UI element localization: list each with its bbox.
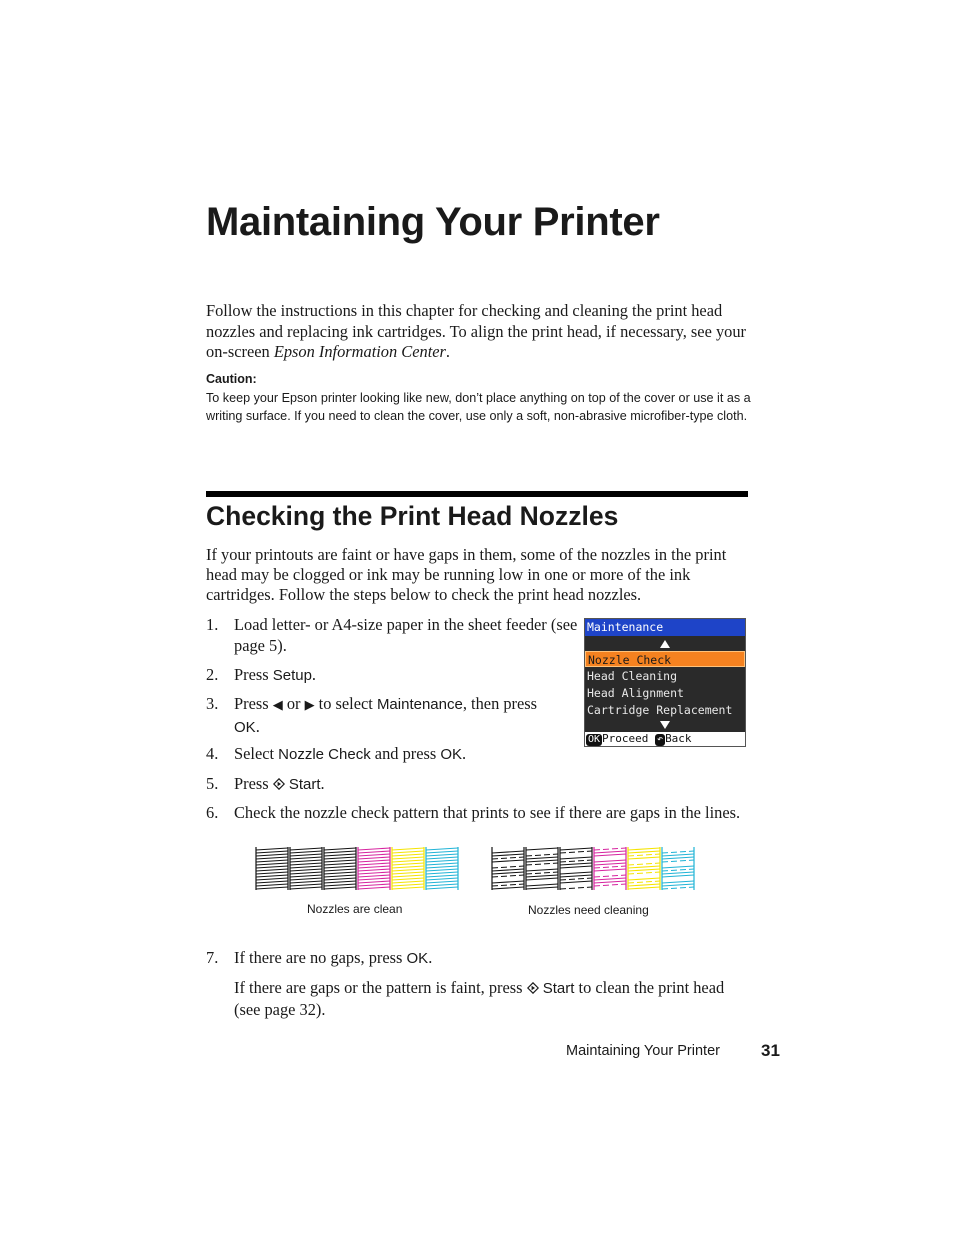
down-triangle-icon (585, 718, 745, 731)
section-title: Checking the Print Head Nozzles (206, 501, 619, 531)
step-text: Check the nozzle check pattern that prints to see if there are gaps in the lines. (234, 803, 741, 822)
ok-key-icon: OK (588, 734, 601, 745)
step-text: Select (234, 744, 279, 763)
nozzle-color-block (594, 847, 626, 890)
caution-label: Caution: (206, 372, 257, 386)
lcd-item-cartridge-replacement: Cartridge Replacement (587, 703, 733, 717)
caption-nozzles-clean: Nozzles are clean (307, 902, 403, 916)
step-text: Load letter- or A4-size paper in the sheet feeder (see (234, 615, 578, 634)
step-number: 2. (206, 665, 219, 684)
setup-key-label: Setup (272, 667, 312, 684)
step-text: . (462, 744, 467, 763)
step-number: 7. (206, 948, 219, 967)
section-divider (206, 491, 748, 497)
page-number: 31 (761, 1041, 780, 1060)
nozzle-color-block (392, 847, 424, 890)
nozzle-color-block (560, 847, 592, 890)
section-intro: If your printouts are faint or have gaps in them, some of the nozzles in the print head may be clogged or ink may be running low in one or more of the ink cartridges. Follow the steps below to check the print head nozzles. (206, 545, 727, 604)
lcd-title: Maintenance (585, 619, 745, 636)
running-footer-title: Maintaining Your Printer (566, 1043, 720, 1059)
nozzle-check-label: Nozzle Check (278, 746, 371, 763)
nozzle-pattern-clean (255, 846, 463, 892)
intro-text: Follow the instructions in this chapter for checking and cleaning the print head nozzles and replacing ink cartridges. To align the print head, if necessary, see your on-screen (206, 301, 747, 361)
back-key-icon: ↶ (657, 734, 664, 745)
nozzle-color-block (628, 847, 660, 890)
lcd-bottom-bar (585, 732, 745, 746)
lcd-item-head-alignment: Head Alignment (587, 686, 684, 700)
step-text: . (311, 665, 317, 684)
lcd-back-label: Back (665, 732, 692, 745)
step-text: . (255, 716, 260, 736)
intro-end: . (445, 342, 451, 361)
lcd-scroll-up-indicator (585, 636, 745, 651)
step-number: 6. (206, 803, 219, 822)
chapter-intro (206, 301, 751, 363)
right-arrow-icon: ▶ (304, 698, 315, 713)
nozzle-color-block (526, 847, 558, 890)
step-number: 1. (206, 615, 219, 634)
caution-text: To keep your Epson printer looking like new, don’t place anything on top of the cover or use it as a writing surface. If you need to clean the cover, use only a soft, non-abrasive microfiber-type cloth. (206, 391, 751, 423)
step-text: to select (314, 694, 377, 713)
start-diamond-icon (527, 982, 539, 994)
chapter-title: Maintaining Your Printer (206, 200, 660, 244)
start-key-label: Start (542, 980, 575, 997)
ok-key-label: OK (234, 718, 256, 736)
left-arrow-icon: ◀ (272, 698, 283, 713)
nozzle-color-block (358, 847, 390, 890)
ok-key-label: OK (440, 746, 463, 763)
step-text: page 5). (234, 635, 287, 655)
nozzle-color-block (324, 847, 356, 890)
step-text: , then press (462, 694, 538, 713)
step-number: 5. (206, 774, 219, 793)
nozzle-color-block (492, 847, 524, 890)
up-triangle-icon (585, 636, 745, 651)
lcd-item-nozzle-check: Nozzle Check (585, 651, 745, 667)
step-number: 4. (206, 744, 219, 763)
nozzle-color-block (290, 847, 322, 890)
step-text: If there are no gaps, press (234, 948, 407, 967)
start-diamond-icon (273, 778, 285, 790)
step-text: . (320, 774, 325, 793)
step-text: to clean the print head (574, 978, 725, 997)
step-text: . (428, 948, 433, 967)
nozzle-color-block (256, 847, 288, 890)
step-text: Press (234, 774, 273, 793)
step-text: and press (370, 744, 441, 763)
step-text: If there are gaps or the pattern is faint, press (234, 978, 527, 997)
caption-nozzles-dirty: Nozzles need cleaning (528, 903, 649, 917)
step-text: Press (234, 694, 273, 713)
nozzle-color-block (426, 847, 458, 890)
step-text: or (282, 694, 305, 713)
lcd-proceed-label: Proceed (602, 732, 649, 745)
ok-key-label: OK (406, 950, 429, 967)
step-text: (see page 32). (234, 999, 326, 1019)
nozzle-pattern-dirty (491, 846, 699, 892)
step-text: Press (234, 665, 273, 684)
lcd-item-head-cleaning: Head Cleaning (587, 669, 678, 683)
nozzle-color-block (662, 847, 694, 890)
step-number: 3. (206, 694, 219, 713)
start-key-label: Start (288, 776, 321, 793)
lcd-maintenance-menu (584, 618, 746, 747)
intro-italic: Epson Information Center (273, 342, 446, 361)
maintenance-label: Maintenance (376, 696, 463, 713)
